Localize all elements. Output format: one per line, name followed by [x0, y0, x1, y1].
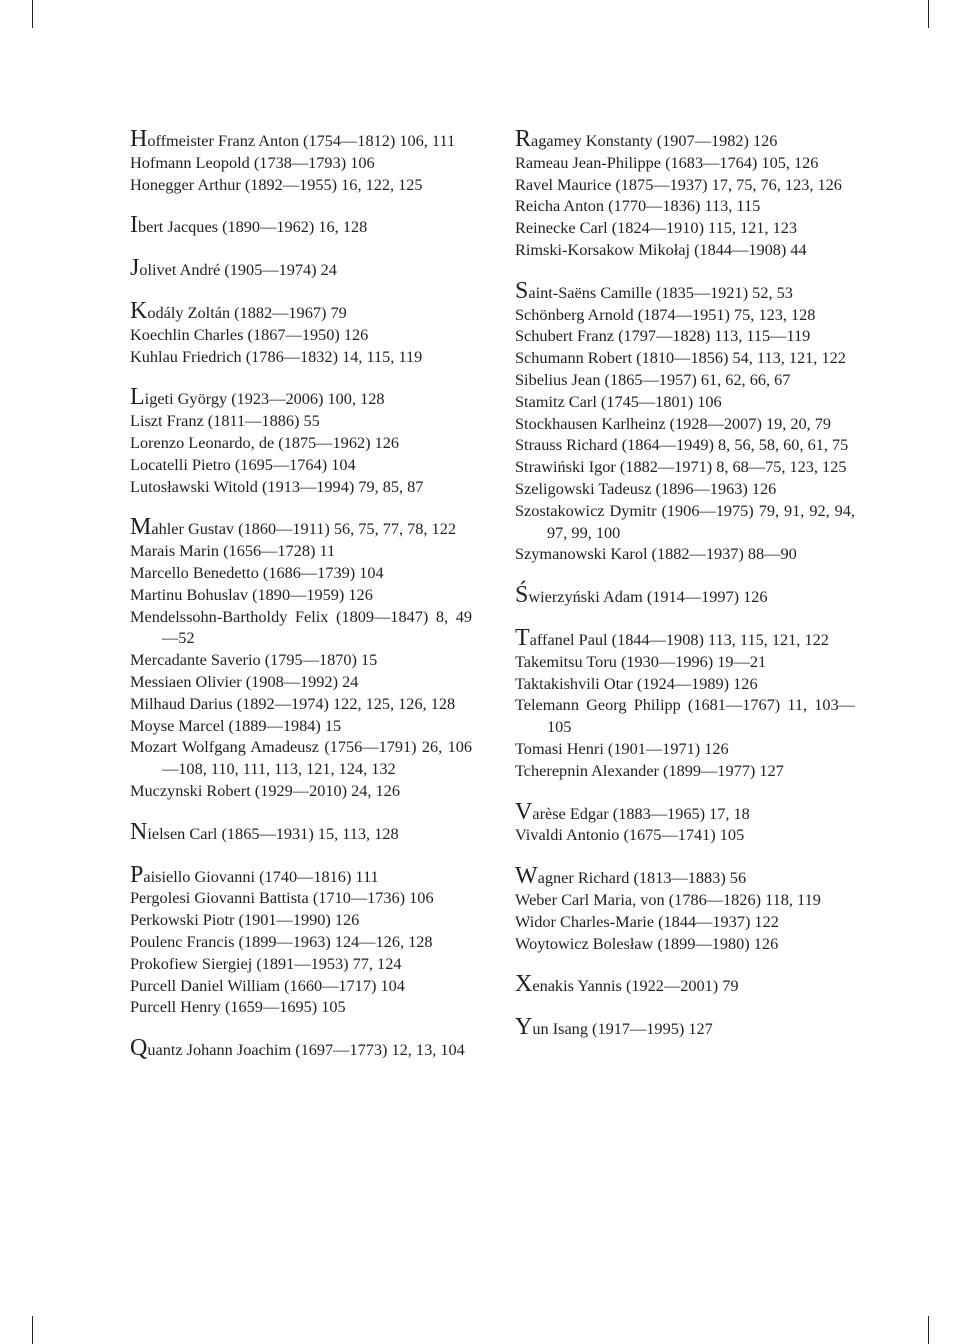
index-entry: [130, 715, 472, 737]
index-entry: [130, 671, 472, 693]
index-entry-text: Takemitsu Toru (1930—1996) 19—21: [515, 651, 767, 671]
index-entry-text: Rimski-Korsakow Mikołaj (1844—1908) 44: [515, 239, 807, 259]
index-column-left: [130, 126, 472, 1062]
index-entry: [130, 584, 472, 606]
index-entry: [130, 953, 472, 975]
index-entry-text: Liszt Franz (1811—1886) 55: [130, 411, 320, 431]
index-entry: [515, 478, 855, 500]
index-entry-text: Martinu Bohuslav (1890—1959) 126: [130, 584, 373, 604]
index-entry-initial: J: [130, 255, 140, 282]
index-entry: [130, 514, 472, 541]
index-entry: [515, 195, 855, 217]
index-entry-initial: Ś: [515, 582, 529, 609]
index-entry-initial: S: [515, 277, 529, 304]
index-entry-text: offmeister Franz Anton (1754—1812) 106, 111: [147, 131, 456, 150]
index-entry: [515, 126, 855, 152]
index-entry-text: Honegger Arthur (1892—1955) 16, 122, 125: [130, 174, 423, 194]
index-entry-text: Sibelius Jean (1865—1957) 61, 62, 66, 67: [515, 369, 791, 389]
index-entry: [515, 304, 855, 326]
crop-mark-top-right: [928, 0, 929, 28]
index-letter-group: [515, 126, 855, 261]
index-entry-initial: K: [130, 297, 148, 324]
index-entry-text: Ravel Maurice (1875—1937) 17, 75, 76, 123, 126: [515, 174, 842, 194]
index-entry-initial: I: [130, 212, 138, 239]
index-entry-text: Pergolesi Giovanni Battista (1710—1736) 106: [130, 888, 434, 908]
index-entry: [515, 500, 855, 544]
index-entry-text: Schumann Robert (1810—1856) 54, 113, 121, 122: [515, 348, 846, 368]
index-entry-text: Mendelssohn-Bartholdy Felix (1809—1847) 8, 49—52: [130, 606, 472, 648]
index-letter-group: [515, 277, 855, 565]
index-entry-text: Koechlin Charles (1867—1950) 126: [130, 324, 369, 344]
index-entry: [515, 863, 855, 890]
index-entry-initial: M: [130, 514, 152, 541]
index-entry: [130, 476, 472, 498]
index-entry: [130, 126, 472, 152]
index-entry-text: Woytowicz Bolesław (1899—1980) 126: [515, 933, 779, 953]
index-entry-text: aisiello Giovanni (1740—1816) 111: [143, 866, 379, 886]
index-entry: [130, 540, 472, 562]
index-entry: [515, 391, 855, 413]
index-letter-group: [515, 624, 855, 782]
index-entry: [515, 239, 855, 261]
index-entry: [515, 889, 855, 911]
index-entry-text: ielsen Carl (1865—1931) 15, 113, 128: [147, 823, 399, 843]
index-entry-initial: R: [515, 126, 532, 152]
index-entry-text: wierzyński Adam (1914—1997) 126: [528, 587, 768, 607]
index-entry-text: aint-Saëns Camille (1835—1921) 52, 53: [528, 282, 793, 302]
index-entry: [130, 255, 472, 282]
index-letter-group: [130, 1035, 472, 1062]
index-entry: [130, 297, 472, 324]
index-entry-text: igeti György (1923—2006) 100, 128: [144, 389, 385, 409]
index-entry-text: Rameau Jean-Philippe (1683—1764) 105, 126: [515, 152, 819, 172]
index-entry-text: ahler Gustav (1860—1911) 56, 75, 77, 78, 122: [151, 519, 456, 539]
index-entry: [130, 861, 472, 888]
index-entry: [130, 780, 472, 802]
index-entry-text: Szeligowski Tadeusz (1896—1963) 126: [515, 478, 777, 498]
index-entry: [515, 434, 855, 456]
index-entry: [130, 818, 472, 845]
index-entry: [515, 413, 855, 435]
index-entry: [515, 760, 855, 782]
index-entry-text: Moyse Marcel (1889—1984) 15: [130, 715, 342, 735]
index-entry-text: Tcherepnin Alexander (1899—1977) 127: [515, 760, 784, 780]
index-entry-text: Stamitz Carl (1745—1801) 106: [515, 391, 722, 411]
index-entry: [130, 432, 472, 454]
index-entry-text: Marcello Benedetto (1686—1739) 104: [130, 562, 384, 582]
index-entry-initial: V: [515, 798, 533, 825]
index-entry-initial: H: [130, 126, 148, 152]
index-entry-text: odály Zoltán (1882—1967) 79: [147, 302, 347, 322]
index-entry-initial: T: [515, 624, 530, 651]
index-entry-text: Szostakowicz Dymitr (1906—1975) 79, 91, 92, 94, 97, 99, 100: [515, 500, 855, 542]
index-letter-group: [130, 861, 472, 1019]
index-entry-initial: W: [515, 863, 538, 890]
index-entry-text: Reinecke Carl (1824—1910) 115, 121, 123: [515, 218, 798, 238]
index-entry: [130, 649, 472, 671]
index-entry: [130, 975, 472, 997]
index-entry-text: Milhaud Darius (1892—1974) 122, 125, 126, 128: [130, 693, 456, 713]
index-entry-text: Strauss Richard (1864—1949) 8, 56, 58, 60, 61, 75: [515, 435, 849, 455]
index-entry-initial: L: [130, 384, 145, 411]
index-entry: [130, 152, 472, 174]
index-entry-initial: Y: [515, 1014, 533, 1041]
index-entry: [515, 694, 855, 738]
index-entry: [130, 562, 472, 584]
index-entry-text: olivet André (1905—1974) 24: [139, 260, 337, 280]
index-letter-group: [515, 863, 855, 954]
index-letter-group: [130, 126, 472, 195]
index-letter-group: [130, 818, 472, 845]
index-entry-initial: P: [130, 861, 144, 888]
index-letter-group: [130, 514, 472, 801]
index-entry-text: uantz Johann Joachim (1697—1773) 12, 13, 104: [147, 1040, 465, 1060]
index-entry-text: Hofmann Leopold (1738—1793) 106: [130, 152, 375, 172]
index-entry-text: Prokofiew Siergiej (1891—1953) 77, 124: [130, 953, 402, 973]
index-entry-text: enakis Yannis (1922—2001) 79: [532, 976, 739, 996]
index-entry: [515, 277, 855, 304]
index-entry-text: Marais Marin (1656—1728) 11: [130, 541, 336, 561]
index-entry: [130, 454, 472, 476]
index-entry-text: Szymanowski Karol (1882—1937) 88—90: [515, 544, 797, 564]
index-entry: [130, 384, 472, 411]
index-entry: [515, 624, 855, 651]
index-entry: [515, 456, 855, 478]
index-entry-text: Purcell Daniel William (1660—1717) 104: [130, 975, 405, 995]
index-entry-text: bert Jacques (1890—1962) 16, 128: [138, 217, 368, 237]
index-entry: [130, 324, 472, 346]
index-entry-text: Locatelli Pietro (1695—1764) 104: [130, 454, 356, 474]
index-entry-text: arèse Edgar (1883—1965) 17, 18: [532, 803, 750, 823]
index-entry: [130, 410, 472, 432]
index-entry-text: Schubert Franz (1797—1828) 113, 115—119: [515, 326, 811, 346]
index-entry-text: Kuhlau Friedrich (1786—1832) 14, 115, 119: [130, 346, 423, 366]
index-letter-group: [130, 212, 472, 239]
index-entry: [515, 911, 855, 933]
index-entry-text: Reicha Anton (1770—1836) 113, 115: [515, 196, 761, 216]
index-entry-text: Vivaldi Antonio (1675—1741) 105: [515, 825, 745, 845]
index-entry-text: Telemann Georg Philipp (1681—1767) 11, 103—105: [515, 695, 855, 737]
index-entry-text: un Isang (1917—1995) 127: [532, 1019, 713, 1039]
index-entry-text: Mozart Wolfgang Amadeusz (1756—1791) 26, 106—108, 110, 111, 113, 121, 124, 132: [130, 737, 472, 779]
index-entry-text: agner Richard (1813—1883) 56: [537, 868, 747, 888]
index-entry-text: agamey Konstanty (1907—1982) 126: [531, 131, 778, 150]
index-entry-text: Poulenc Francis (1899—1963) 124—126, 128: [130, 931, 433, 951]
index-entry-text: affanel Paul (1844—1908) 113, 115, 121, 122: [529, 629, 829, 649]
index-letter-group: [130, 384, 472, 497]
index-entry: [515, 325, 855, 347]
index-entry: [130, 996, 472, 1018]
index-entry: [515, 347, 855, 369]
index-entry-text: Weber Carl Maria, von (1786—1826) 118, 119: [515, 889, 821, 909]
crop-mark-bottom-left: [32, 1316, 33, 1344]
index-entry: [515, 798, 855, 825]
index-entry-initial: X: [515, 971, 533, 998]
index-letter-group: [515, 582, 855, 609]
crop-mark-top-left: [32, 0, 33, 28]
index-entry: [515, 651, 855, 673]
index-entry-text: Taktakishvili Otar (1924—1989) 126: [515, 673, 758, 693]
index-letter-group: [515, 798, 855, 847]
index-entry-text: Muczynski Robert (1929—2010) 24, 126: [130, 780, 400, 800]
index-entry: [130, 736, 472, 780]
index-entry: [130, 887, 472, 909]
index-entry: [130, 1035, 472, 1062]
index-entry: [130, 346, 472, 368]
index-letter-group: [130, 297, 472, 367]
index-letter-group: [515, 971, 855, 998]
index-entry: [515, 217, 855, 239]
index-entry-initial: N: [130, 818, 148, 845]
index-entry: [130, 693, 472, 715]
index-entry-text: Schönberg Arnold (1874—1951) 75, 123, 128: [515, 304, 816, 324]
index-entry: [515, 543, 855, 565]
index-letter-group: [130, 255, 472, 282]
index-entry-initial: Q: [130, 1035, 148, 1062]
index-entry: [130, 909, 472, 931]
index-entry-text: Widor Charles-Marie (1844—1937) 122: [515, 911, 779, 931]
index-entry: [515, 933, 855, 955]
index-entry-text: Lorenzo Leonardo, de (1875—1962) 126: [130, 432, 400, 452]
index-entry: [515, 152, 855, 174]
index-entry: [130, 174, 472, 196]
index-entry-text: Tomasi Henri (1901—1971) 126: [515, 738, 729, 758]
index-entry-text: Mercadante Saverio (1795—1870) 15: [130, 650, 378, 670]
index-entry: [515, 369, 855, 391]
crop-mark-bottom-right: [928, 1316, 929, 1344]
index-entry: [130, 931, 472, 953]
index-entry: [515, 738, 855, 760]
index-entry: [130, 606, 472, 650]
index-entry: [515, 673, 855, 695]
index-entry-text: Lutosławski Witold (1913—1994) 79, 85, 87: [130, 476, 424, 496]
index-entry: [515, 582, 855, 609]
index-entry: [515, 174, 855, 196]
index-entry-text: Purcell Henry (1659—1695) 105: [130, 997, 346, 1017]
index-entry: [515, 1014, 855, 1041]
index-entry-text: Stockhausen Karlheinz (1928—2007) 19, 20, 79: [515, 413, 832, 433]
index-entry: [130, 212, 472, 239]
index-entry-text: Perkowski Piotr (1901—1990) 126: [130, 910, 360, 930]
index-entry-text: Strawiński Igor (1882—1971) 8, 68—75, 123, 125: [515, 457, 847, 477]
index-entry: [515, 824, 855, 846]
index-column-right: [515, 126, 855, 1041]
index-entry: [515, 971, 855, 998]
index-letter-group: [515, 1014, 855, 1041]
index-entry-text: Messiaen Olivier (1908—1992) 24: [130, 671, 359, 691]
